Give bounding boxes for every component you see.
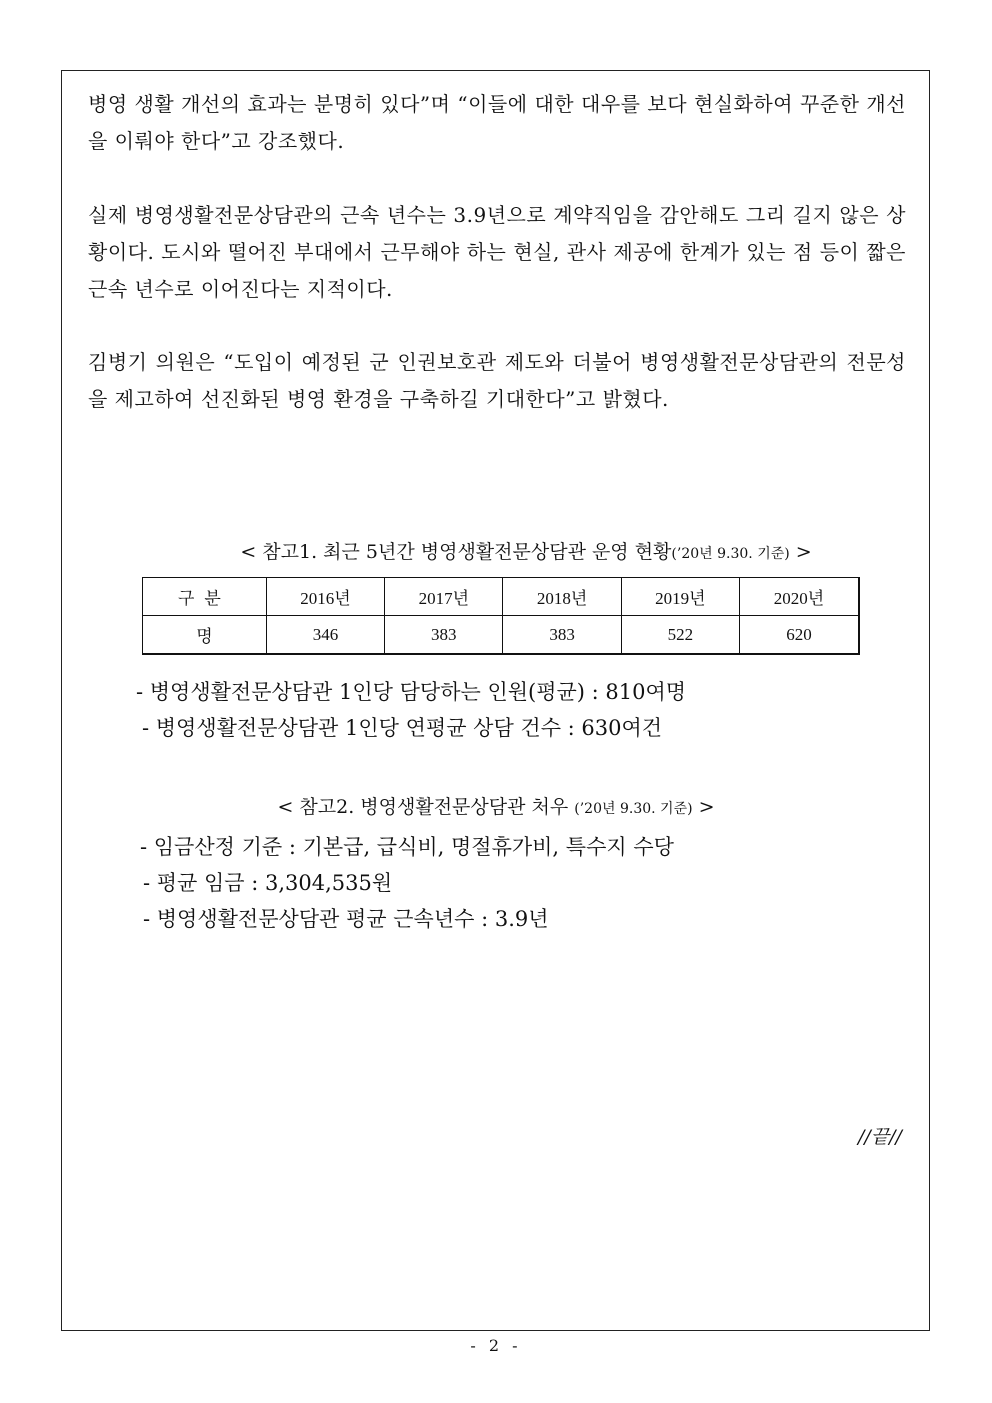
reference-2-title — [0, 792, 992, 819]
year-cell: 2017년 — [385, 578, 503, 616]
reference-1-title-close: > — [789, 541, 812, 563]
end-mark: //끝// — [858, 1126, 902, 1148]
reference-1-date-note: (’20년 9.30. 기준) — [671, 546, 790, 562]
bullet-item: - 평균 임금 : 3,304,535원 — [143, 871, 393, 895]
bullet-item: - 임금산정 기준 : 기본급, 급식비, 명절휴가비, 특수지 수당 — [140, 835, 674, 859]
reference-1-bullets — [136, 674, 686, 746]
year-cell: 2019년 — [621, 578, 739, 616]
page-number: - 2 - — [470, 1336, 522, 1355]
year-cell: 2016년 — [266, 578, 384, 616]
value-cell: 383 — [385, 616, 503, 655]
table-header-row — [143, 578, 860, 616]
bullet-item: - 병영생활전문상담관 평균 근속년수 : 3.9년 — [143, 907, 549, 931]
paragraph-1: 병영 생활 개선의 효과는 분명히 있다”며 “이들에 대한 대우를 보다 현실화하여 꾸준한 개선을 이뤄야 한다”고 강조했다. — [88, 92, 906, 153]
paragraph-2: 실제 병영생활전문상담관의 근속 년수는 3.9년으로 계약직임을 감안해도 그리 길지 않은 상황이다. 도시와 떨어진 부대에서 근무해야 하는 현실, 관사 제공에 한계가 있는 점 등이 짧은 근속 년수로 이어진다는 지적이다. — [88, 203, 906, 301]
bullet-item: - 병영생활전문상담관 1인당 연평균 상담 건수 : 630여건 — [142, 716, 663, 740]
value-cell: 346 — [266, 616, 384, 655]
paragraph-3: 김병기 의원은 “도입이 예정된 군 인권보호관 제도와 더불어 병영생활전문상담관의 전문성을 제고하여 선진화된 병영 환경을 구축하길 기대한다”고 밝혔다. — [88, 350, 906, 411]
value-cell: 620 — [739, 616, 859, 655]
bullet-item: - 병영생활전문상담관 1인당 담당하는 인원(평균) : 810여명 — [136, 680, 687, 704]
year-cell: 2018년 — [503, 578, 621, 616]
header-label-cell: 구분 — [143, 578, 267, 616]
reference-2-title-close: > — [692, 796, 715, 818]
reference-2-date-note: (’20년 9.30. 기준) — [574, 801, 693, 817]
counselor-operations-table — [142, 577, 860, 655]
year-cell: 2020년 — [739, 578, 859, 616]
value-cell: 522 — [621, 616, 739, 655]
reference-2-title-text: < 참고2. 병영생활전문상담관 처우 — [277, 796, 575, 818]
row-label-cell: 명 — [143, 616, 267, 655]
reference-1-title-text: < 참고1. 최근 5년간 병영생활전문상담관 운영 현황 — [240, 541, 672, 563]
reference-1-title — [30, 537, 992, 564]
reference-2-bullets — [140, 829, 674, 937]
table-row — [143, 616, 860, 655]
value-cell: 383 — [503, 616, 621, 655]
